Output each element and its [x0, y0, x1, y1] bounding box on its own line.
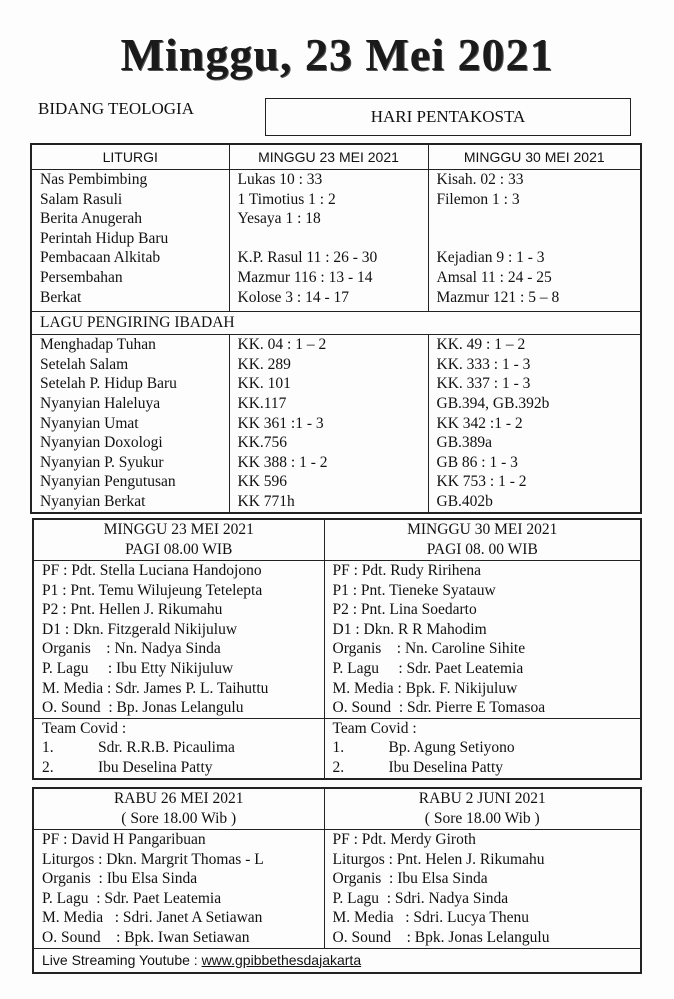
- officer-entry: PF : David H Pangaribuan: [33, 830, 324, 850]
- song-30-mei: GB.394, GB.392b: [428, 394, 641, 414]
- column-header: MINGGU 30 MEI 2021: [428, 144, 641, 170]
- reading-30-mei: Filemon 1 : 3: [428, 190, 641, 210]
- officer-row: [33, 600, 641, 620]
- table-header-row: [31, 144, 641, 170]
- liturgy-row: [31, 209, 641, 229]
- officer-entry: Organis : Ibu Elsa Sinda: [33, 869, 324, 889]
- officer-entry: P1 : Pnt. Tieneke Syatauw: [324, 581, 641, 601]
- covid-label-row: [33, 718, 641, 738]
- song-30-mei: KK. 49 : 1 – 2: [428, 335, 641, 355]
- liturgy-item: Berkat: [31, 288, 229, 308]
- song-30-mei: KK. 337 : 1 - 3: [428, 374, 641, 394]
- reading-30-mei: Kisah. 02 : 33: [428, 170, 641, 190]
- member-name: Ibu Deselina Patty: [98, 758, 213, 776]
- streaming-row: [33, 948, 641, 973]
- streaming-label: Live Streaming Youtube :: [42, 951, 202, 968]
- officer-row: [33, 850, 641, 870]
- liturgy-item: Pembacaan Alkitab: [31, 248, 229, 268]
- officer-entry: O. Sound : Bp. Jonas Lelangulu: [33, 698, 324, 718]
- liturgy-row: [31, 288, 641, 308]
- song-23-mei: KK 771h: [229, 492, 428, 513]
- liturgy-item: Salam Rasuli: [31, 190, 229, 210]
- officer-entry: PF : Pdt. Rudy Ririhena: [324, 561, 641, 581]
- song-row: [31, 355, 641, 375]
- member-number: 2.: [42, 758, 54, 776]
- liturgy-item: Persembahan: [31, 268, 229, 288]
- song-23-mei: KK. 101: [229, 374, 428, 394]
- covid-member: [324, 738, 641, 758]
- liturgy-row: [31, 248, 641, 268]
- song-item: Setelah P. Hidup Baru: [31, 374, 229, 394]
- song-row: [31, 374, 641, 394]
- officer-entry: PF : Pdt. Merdy Giroth: [324, 830, 641, 850]
- officer-entry: Organis : Ibu Elsa Sinda: [324, 869, 641, 889]
- song-item: Nyanyian Umat: [31, 414, 229, 434]
- service-date: MINGGU 23 MEI 2021: [103, 521, 254, 538]
- liturgy-row: [31, 229, 641, 249]
- reading-23-mei: Yesaya 1 : 18: [229, 209, 428, 229]
- officer-entry: O. Sound : Sdr. Pierre E Tomasoa: [324, 698, 641, 718]
- reading-23-mei: Kolose 3 : 14 - 17: [229, 288, 428, 308]
- officer-row: [33, 679, 641, 699]
- section-heading: LAGU PENGIRING IBADAH: [31, 312, 641, 335]
- liturgy-table: [30, 143, 642, 514]
- song-30-mei: GB 86 : 1 - 3: [428, 453, 641, 473]
- officer-row: [33, 869, 641, 889]
- officer-entry: M. Media : Sdri. Lucya Thenu: [324, 908, 641, 928]
- officer-entry: P. Lagu : Ibu Etty Nikijuluw: [33, 659, 324, 679]
- song-item: Setelah Salam: [31, 355, 229, 375]
- song-item: Nyanyian Berkat: [31, 492, 229, 513]
- member-number: 1.: [42, 739, 54, 757]
- reading-23-mei: Lukas 10 : 33: [229, 170, 428, 190]
- song-23-mei: KK.117: [229, 394, 428, 414]
- service-date-header: [324, 788, 641, 830]
- service-date-header: [33, 788, 324, 830]
- song-row: [31, 394, 641, 414]
- song-item: Nyanyian P. Syukur: [31, 453, 229, 473]
- service-date: RABU 2 JUNI 2021: [418, 790, 546, 807]
- officer-row: [33, 830, 641, 850]
- column-header: MINGGU 23 MEI 2021: [229, 144, 428, 170]
- officer-row: [33, 561, 641, 581]
- section-header-row: [31, 312, 641, 335]
- wednesday-service-table: [32, 787, 642, 974]
- service-time: PAGI 08.00 WIB: [125, 541, 233, 558]
- service-date-header: [324, 519, 641, 561]
- member-name: Ibu Deselina Patty: [388, 758, 504, 776]
- reading-23-mei: K.P. Rasul 11 : 26 - 30: [229, 248, 428, 268]
- officer-row: [33, 581, 641, 601]
- officer-row: [33, 698, 641, 718]
- song-item: Nyanyian Doxologi: [31, 433, 229, 453]
- sunday-service-table: [32, 518, 642, 780]
- officer-entry: Organis : Nn. Caroline Sihite: [324, 639, 641, 659]
- song-30-mei: GB.389a: [428, 433, 641, 453]
- liturgy-row: [31, 268, 641, 288]
- officer-row: [33, 928, 641, 948]
- song-30-mei: GB.402b: [428, 492, 641, 513]
- service-time: PAGI 08. 00 WIB: [426, 541, 538, 558]
- song-item: Menghadap Tuhan: [31, 335, 229, 355]
- song-23-mei: KK 596: [229, 472, 428, 492]
- officer-entry: P. Lagu : Sdr. Paet Leatemia: [33, 889, 324, 909]
- covid-member: [33, 758, 324, 779]
- service-time: ( Sore 18.00 Wib ): [121, 810, 237, 827]
- song-row: [31, 433, 641, 453]
- officer-entry: P. Lagu : Sdr. Paet Leatemia: [324, 659, 641, 679]
- member-name: Sdr. R.R.B. Picaulima: [98, 739, 235, 757]
- covid-team-label: Team Covid :: [324, 718, 641, 738]
- officer-entry: D1 : Dkn. Fitzgerald Nikijuluw: [33, 620, 324, 640]
- song-30-mei: KK. 333 : 1 - 3: [428, 355, 641, 375]
- officer-row: [33, 659, 641, 679]
- officer-entry: O. Sound : Bpk. Jonas Lelangulu: [324, 928, 641, 948]
- officer-entry: D1 : Dkn. R R Mahodim: [324, 620, 641, 640]
- youtube-link[interactable]: www.gpibbethesdajakarta: [201, 951, 362, 968]
- covid-member-row: [33, 758, 641, 779]
- officer-row: [33, 639, 641, 659]
- officer-entry: PF : Pdt. Stella Luciana Handojono: [33, 561, 324, 581]
- covid-member: [324, 758, 641, 779]
- covid-team-label: Team Covid :: [33, 718, 324, 738]
- covid-member: [33, 738, 324, 758]
- page-title: Minggu, 23 Mei 2021: [120, 29, 554, 80]
- officer-row: [33, 908, 641, 928]
- officer-entry: P1 : Pnt. Temu Wilujeung Tetelepta: [33, 581, 324, 601]
- officer-entry: O. Sound : Bpk. Iwan Setiawan: [33, 928, 324, 948]
- song-23-mei: KK 361 :1 - 3: [229, 414, 428, 434]
- covid-member-row: [33, 738, 641, 758]
- service-date: RABU 26 MEI 2021: [113, 790, 244, 807]
- song-30-mei: KK 342 :1 - 2: [428, 414, 641, 434]
- service-date: MINGGU 30 MEI 2021: [407, 521, 558, 538]
- reading-23-mei: 1 Timotius 1 : 2: [229, 190, 428, 210]
- officer-entry: P2 : Pnt. Hellen J. Rikumahu: [33, 600, 324, 620]
- song-row: [31, 453, 641, 473]
- liturgy-item: Perintah Hidup Baru: [31, 229, 229, 249]
- officer-entry: P2 : Pnt. Lina Soedarto: [324, 600, 641, 620]
- officer-entry: P. Lagu : Sdri. Nadya Sinda: [324, 889, 641, 909]
- song-item: Nyanyian Pengutusan: [31, 472, 229, 492]
- song-30-mei: KK 753 : 1 - 2: [428, 472, 641, 492]
- liturgy-item: Berita Anugerah: [31, 209, 229, 229]
- song-item: Nyanyian Haleluya: [31, 394, 229, 414]
- song-23-mei: KK. 04 : 1 – 2: [229, 335, 428, 355]
- member-number: 2.: [332, 758, 345, 776]
- song-row: [31, 414, 641, 434]
- song-23-mei: KK.756: [229, 433, 428, 453]
- reading-30-mei: Mazmur 121 : 5 – 8: [428, 288, 641, 308]
- service-time: ( Sore 18.00 Wib ): [424, 810, 540, 827]
- liturgy-row: [31, 170, 641, 190]
- member-number: 1.: [332, 739, 345, 757]
- song-23-mei: KK 388 : 1 - 2: [229, 453, 428, 473]
- service-header-row: [33, 519, 641, 561]
- section-label: BIDANG TEOLOGIA: [38, 99, 194, 118]
- streaming-info: [33, 948, 641, 973]
- reading-23-mei: [229, 229, 428, 249]
- song-row: [31, 335, 641, 355]
- song-23-mei: KK. 289: [229, 355, 428, 375]
- officer-entry: M. Media : Sdri. Janet A Setiawan: [33, 908, 324, 928]
- occasion-box: HARI PENTAKOSTA: [265, 98, 631, 136]
- officer-entry: Liturgos : Pnt. Helen J. Rikumahu: [324, 850, 641, 870]
- member-name: Bp. Agung Setiyono: [388, 739, 515, 757]
- officer-row: [33, 889, 641, 909]
- service-date-header: [33, 519, 324, 561]
- officer-row: [33, 620, 641, 640]
- song-row: [31, 492, 641, 513]
- reading-23-mei: Mazmur 116 : 13 - 14: [229, 268, 428, 288]
- officer-entry: M. Media : Bpk. F. Nikijuluw: [324, 679, 641, 699]
- officer-entry: M. Media : Sdr. James P. L. Taihuttu: [33, 679, 324, 699]
- reading-30-mei: Amsal 11 : 24 - 25: [428, 268, 641, 288]
- reading-30-mei: [428, 229, 641, 249]
- column-header: LITURGI: [31, 144, 229, 170]
- song-row: [31, 472, 641, 492]
- officer-entry: Organis : Nn. Nadya Sinda: [33, 639, 324, 659]
- liturgy-row: [31, 190, 641, 210]
- officer-entry: Liturgos : Dkn. Margrit Thomas - L: [33, 850, 324, 870]
- reading-30-mei: Kejadian 9 : 1 - 3: [428, 248, 641, 268]
- service-header-row: [33, 788, 641, 830]
- reading-30-mei: [428, 209, 641, 229]
- liturgy-item: Nas Pembimbing: [31, 170, 229, 190]
